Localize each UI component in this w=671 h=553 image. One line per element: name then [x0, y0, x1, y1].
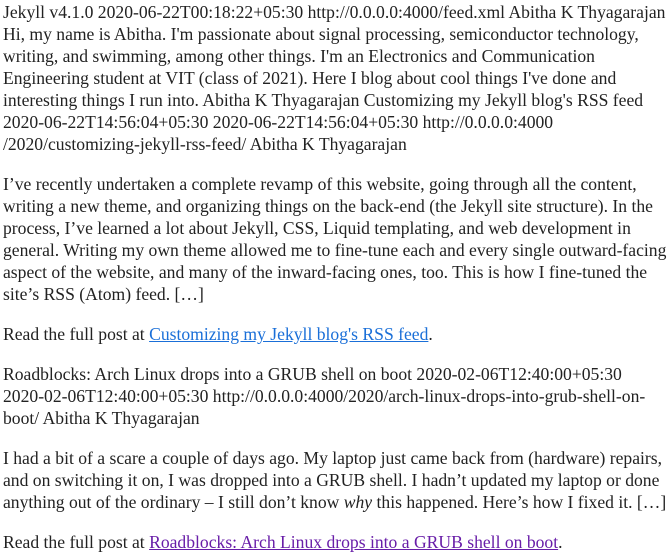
- text: this happened. Here’s how I fixed it. […]: [372, 492, 667, 512]
- text-line: I had a bit of a scare a couple of days ago. My laptop just came back from (hardware) repairs,: [3, 448, 663, 468]
- text-line: site’s RSS (Atom) feed. […]: [3, 284, 204, 304]
- read-suffix: .: [558, 532, 563, 552]
- text-line: writing, and swimming, among other things. I'm an Electronics and Communication: [3, 46, 595, 66]
- entry1-post-link[interactable]: Customizing my Jekyll blog's RSS feed: [149, 324, 429, 344]
- text-line: 2020-06-22T14:56:04+05:30 2020-06-22T14:56:04+05:30 http://0.0.0.0:4000: [3, 112, 554, 132]
- text-line: writing a new theme, and organizing things on the back-end (the Jekyll site structure). In the: [3, 196, 653, 216]
- read-prefix: Read the full post at: [3, 532, 150, 552]
- text-line: 2020-02-06T12:40:00+05:30 http://0.0.0.0:4000/2020/arch-linux-drops-into-grub-shell-on-: [3, 386, 646, 406]
- feed-header-text: [3, 1, 668, 155]
- text-line: /2020/customizing-jekyll-rss-feed/ Abitha K Thyagarajan: [3, 134, 407, 154]
- entry2-meta: [3, 363, 668, 429]
- text-line: Hi, my name is Abitha. I'm passionate about signal processing, semiconductor technology,: [3, 24, 639, 44]
- read-suffix: .: [428, 324, 433, 344]
- read-prefix: Read the full post at: [3, 324, 150, 344]
- text-line: general. Writing my own theme allowed me to fine-tune each and every single outward-facing: [3, 240, 667, 260]
- text: anything out of the ordinary – I still don’t know: [3, 492, 344, 512]
- text-line: and on switching it on, I was dropped into a GRUB shell. I hadn’t updated my laptop or done: [3, 470, 660, 490]
- text-line: I’ve recently undertaken a complete revamp of this website, going through all the content,: [3, 174, 637, 194]
- text-line: Jekyll v4.1.0 2020-06-22T00:18:22+05:30 http://0.0.0.0:4000/feed.xml Abitha K Thyagarajan: [3, 2, 666, 22]
- entry2-read-more: [3, 531, 668, 553]
- text-line: Engineering student at VIT (class of 2021). Here I blog about cool things I've done and: [3, 68, 617, 88]
- entry1-read-more: [3, 323, 668, 345]
- text-line: Roadblocks: Arch Linux drops into a GRUB shell on boot 2020-02-06T12:40:00+05:30: [3, 364, 622, 384]
- text-line: interesting things I run into. Abitha K Thyagarajan Customizing my Jekyll blog's RSS feed: [3, 90, 644, 110]
- entry2-post-link[interactable]: Roadblocks: Arch Linux drops into a GRUB shell on boot: [149, 532, 559, 552]
- text-line: [3, 491, 668, 513]
- entry2-summary: [3, 447, 668, 513]
- text-line: boot/ Abitha K Thyagarajan: [3, 408, 200, 428]
- emphasis: why: [343, 492, 373, 512]
- text-line: process, I’ve learned a lot about Jekyll, CSS, Liquid templating, and web development in: [3, 218, 631, 238]
- entry1-summary: [3, 173, 668, 305]
- text-line: aspect of the website, and many of the inward-facing ones, too. This is how I fine-tuned the: [3, 262, 648, 282]
